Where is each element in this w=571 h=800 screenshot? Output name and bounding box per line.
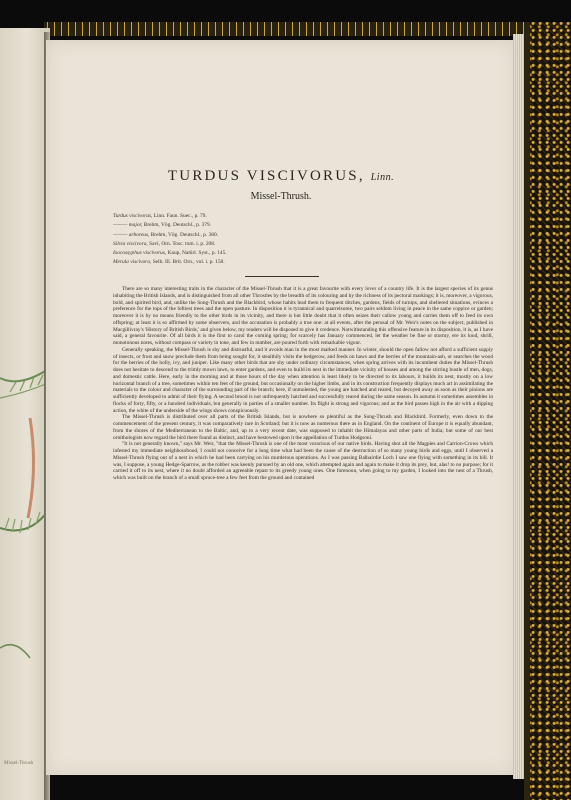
plate-caption: Missel-Thrush — [4, 761, 34, 766]
paragraph: Generally speaking, the Missel-Thrush is shy and distrustful, and it avoids man in the most marked manner. In winter, should the open fallow not afford a sufficient supply of insects, or frost and snow preclude them from being sought for, it stealthily visits the hedgerow, and feeds on haws and the berries of the mountain-ash, or searches the wood for the berries of the holly, ivy, and juniper. Like many other birds that are shy under ordinary circumstances, when spring arrives with its incumbent duties the Missel-Thrush does not hesitate to descend to the trimly mown lawn, to enter gardens, and even to build its nest in the immediate vicinity of houses and among the stirring bustle of men, dogs, and domestic cattle. Here, early in the morning and at those hours of the day when attention is least likely to be directed to its labours, it builds its nest, mostly on a low horizontal branch of a tree, sometimes within ten feet of the ground, but occasionally on the higher limbs, and in its construction frequently displays much art in assimilating the materials to the colour and character of the surrounding part of the branch; here, if unmolested, the young are hatched and reared, but decoyed away as soon as their pinions are sufficiently developed to admit of their flying. A second brood is not unfrequently hatched and successfully reared during the same season. In autumn it sometimes assembles in flocks of forty, fifty, or a hundred individuals, but generally in parties of a smaller number. Its flight is strong and vigorous; and as the bird passes high in the air with a dipping action, the white of the underside of the wings shows conspicuously. — [113, 346, 493, 414]
species-name: TURDUS VISCIVORUS, — [167, 168, 365, 184]
synonym-entry: Merula viscivora, Selb. Ill. Brit. Orn., vol. i. p. 158. — [113, 259, 225, 266]
paragraph: "It is not generally known," says Mr. Weir, "that the Missel-Thrush is one of the most voracious of our native birds. Having shot all the Magpies and Carrion-Crows which infested my immediate neighbourhood, I could not conceive for a long time what had been the cause of the destruction of so many young birds and eggs, until I observed a Missel-Thrush flying out of a nest in which he had been carrying on his murderous operations. As I was passing Balbairdie Loch I saw one flying with something in its bill. It was, I suppose, a young Hedge-Sparrow, as the robber was keenly pursued by an old one, which attempted again and again to make it drop its prey, but, alas! to no purpose; for it carried it off to its nest, where it no doubt afforded an agreeable repast to its greedy young ones. One forenoon, when going to my garden, I looked into the nest of a Thrush, which was built on the branch of a small spruce-tree a few feet from the ground and contained — [113, 441, 493, 481]
synonym-entry: Ixocossyphus viscivorus, Kaup, Natürl. Syst., p. 145. — [113, 250, 227, 257]
synonymy-list — [113, 212, 433, 268]
section-divider — [245, 276, 319, 277]
synonym-entry: Turdus viscivorus, Linn. Faun. Suec., p. 79. — [113, 213, 207, 219]
book-top-edge — [44, 22, 524, 36]
plate-foliage-illustration — [0, 358, 50, 688]
article-body — [113, 286, 493, 482]
page-title — [46, 168, 516, 185]
marbled-endpaper — [524, 22, 571, 800]
facing-plate-page — [0, 28, 50, 800]
species-author: Linn. — [370, 172, 395, 183]
paragraph: The Missel-Thrush is distributed over all parts of the British Islands, but is nowhere so plentiful as the Song-Thrush and Blackbird. Formerly, even down to the commencement of the present century, it was comparatively rare in Scotland; but it is now as numerous there as in England. On the continent of Europe it is equally abundant, from the shores of the Mediterranean to the Baltic, and, up to a very recent date, was supposed to inhabit the Himalayas and other parts of India; but some of our best ornithologists now regard the bird there found as distinct, and have bestowed upon it the appellation of Turdus Hodgsoni. — [113, 414, 493, 441]
paragraph: There are so many interesting traits in the character of the Missel-Thrush that it is a great favourite with every lover of a country life. It is the largest species of its genus inhabiting the British Islands, and is distinguished from all other Throstles by the breadth of its colouring and by the richness of its pectoral markings; it is, moreover, a vigorous, bold, and spirited bird, and, unlike the Song-Thrush and the Blackbird, whose habits lead them to frequent ditches, gardens, fields of turnips, and sheltered situations, evinces a preference for the tops of the loftiest trees and the open pasture. In disposition it is tyrannical and quarrelsome, two pairs seldom living in peace in the same coppice or garden; moreover it is by no means friendly to the other birds in its vicinity, and there is but little doubt that it often seizes their callow young and carries them off to feed its own offspring; at least it is so affirmed by some observers, and the accusation is probably a true one: at all events, after the perusal of Mr. Weir's notes on the subject, published in Macgillivray's 'History of British Birds,' and given below, my readers will be disposed to give it credence. Notwithstanding this offensive feature in its disposition, it is, as I have said, a general favourite. Of all birds it is the first to carol the coming spring; for scarcely has January commenced, let the weather be fine or stormy, ere its loud, shrill, monotonous notes, without compass or variety in tone, and few in number, are poured forth with remarkable vigour. — [113, 286, 493, 346]
text-page — [46, 40, 516, 775]
synonym-entry: ——— arboreus, Brehm, Vög. Deutschl., p. 380. — [113, 231, 218, 238]
synonym-entry: Silvia viscivora, Savi, Orn. Tosc. tom. i. p. 208. — [113, 240, 216, 247]
synonym-entry: ——— major, Brehm, Vög. Deutschl., p. 379. — [113, 222, 211, 229]
common-name: Missel-Thrush. — [250, 191, 312, 202]
